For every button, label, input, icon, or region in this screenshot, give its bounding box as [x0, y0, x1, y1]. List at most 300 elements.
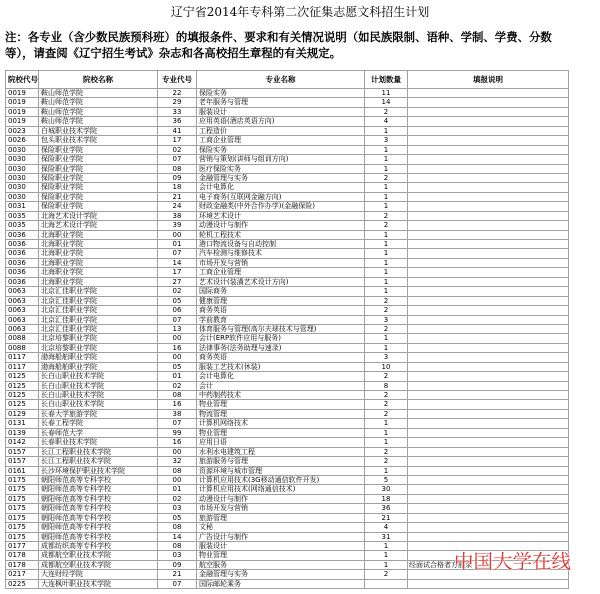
- major-name-cell: 老年服务与管理: [196, 98, 364, 106]
- school-code-cell: 0019: [5, 108, 38, 116]
- plan-count-cell: 1: [364, 542, 407, 550]
- school-name-cell: 长江工程职业技术学院: [38, 448, 157, 456]
- header-remarks: 填报说明: [407, 71, 569, 88]
- plan-count-cell: 21: [364, 514, 407, 522]
- table-row: [5, 136, 569, 145]
- remarks-cell: [407, 108, 569, 116]
- remarks-cell: [407, 485, 569, 493]
- table-row: [5, 353, 569, 362]
- major-code-cell: 21: [157, 570, 196, 578]
- major-code-cell: 14: [157, 533, 196, 541]
- remarks-cell: [407, 268, 569, 276]
- school-code-cell: 0178: [5, 551, 38, 559]
- table-row: [5, 249, 569, 258]
- remarks-cell: [407, 278, 569, 286]
- school-name-cell: 大连财经学院: [38, 570, 157, 578]
- major-code-cell: 01: [157, 485, 196, 493]
- school-name-cell: 朝阳师范高等专科学校: [38, 476, 157, 484]
- school-name-cell: 长春师范大学: [38, 429, 157, 437]
- plan-count-cell: 2: [364, 448, 407, 456]
- major-code-cell: 00: [157, 353, 196, 361]
- page-note: 注：各专业（含少数民族预科班）的填报条件、要求和有关情况说明（如民族限制、语种、学制、学费、分数等），请查阅《辽宁招生考试》杂志和各高校招生章程的有关规定。: [5, 30, 552, 60]
- school-code-cell: 0129: [5, 410, 38, 418]
- plan-count-cell: 2: [364, 410, 407, 418]
- school-name-cell: 北海职业学院: [38, 259, 157, 267]
- remarks-cell: [407, 136, 569, 144]
- major-name-cell: 计算机网络技术: [196, 419, 364, 427]
- remarks-cell: [407, 259, 569, 267]
- plan-count-cell: 30: [364, 485, 407, 493]
- table-row: [5, 580, 569, 589]
- school-name-cell: 保险职业学院: [38, 146, 157, 154]
- remarks-cell: [407, 353, 569, 361]
- remarks-cell: [407, 467, 569, 475]
- plan-count-cell: 1: [364, 165, 407, 173]
- plan-count-cell: 1: [364, 259, 407, 267]
- school-name-cell: 成都航空职业技术学院: [38, 551, 157, 559]
- table-row: [5, 476, 569, 485]
- school-name-cell: 保险职业学院: [38, 155, 157, 163]
- table-row: [5, 165, 569, 174]
- table-row: [5, 127, 569, 136]
- school-name-cell: 保险职业学院: [38, 183, 157, 191]
- table-row: [5, 278, 569, 287]
- major-code-cell: 29: [157, 98, 196, 106]
- plan-count-cell: 1: [364, 268, 407, 276]
- major-code-cell: 00: [157, 334, 196, 342]
- major-name-cell: 旅游管理: [196, 514, 364, 522]
- plan-count-cell: 36: [364, 504, 407, 512]
- school-code-cell: 0019: [5, 98, 38, 106]
- table-row: [5, 504, 569, 513]
- watermark-logo: 中国大学在线: [454, 550, 572, 573]
- table-row: [5, 193, 569, 202]
- major-name-cell: 旅游服务与管理: [196, 457, 364, 465]
- major-name-cell: 文秘: [196, 523, 364, 531]
- major-name-cell: 环境艺术设计: [196, 212, 364, 220]
- table-row: [5, 523, 569, 532]
- school-name-cell: 朝阳师范高等专科学校: [38, 533, 157, 541]
- remarks-cell: [407, 504, 569, 512]
- table-row: [5, 344, 569, 353]
- plan-count-cell: 1: [364, 278, 407, 286]
- header-school-code: 院校代号: [5, 71, 38, 88]
- remarks-cell: [407, 514, 569, 522]
- major-name-cell: 金融管理与实务: [196, 570, 364, 578]
- school-code-cell: 0030: [5, 146, 38, 154]
- major-name-cell: 保险实务: [196, 89, 364, 97]
- plan-count-cell: 2: [364, 297, 407, 305]
- table-row: [5, 457, 569, 466]
- header-major-name: 专业名称: [196, 71, 364, 88]
- school-code-cell: 0030: [5, 183, 38, 191]
- plan-count-cell: 2: [364, 325, 407, 333]
- remarks-cell: [407, 391, 569, 399]
- school-code-cell: 0063: [5, 287, 38, 295]
- school-code-cell: 0063: [5, 325, 38, 333]
- major-name-cell: 资源环境与城市管理: [196, 467, 364, 475]
- major-code-cell: 02: [157, 287, 196, 295]
- plan-count-cell: 1: [364, 249, 407, 257]
- plan-count-cell: 3: [364, 316, 407, 324]
- school-name-cell: 长江工程职业技术学院: [38, 457, 157, 465]
- school-name-cell: 鞍山师范学院: [38, 89, 157, 97]
- remarks-cell: [407, 174, 569, 182]
- plan-count-cell: 8: [364, 382, 407, 390]
- plan-count-cell: 1: [364, 183, 407, 191]
- major-name-cell: 动漫设计与制作: [196, 495, 364, 503]
- school-name-cell: 北海职业学院: [38, 278, 157, 286]
- major-code-cell: 36: [157, 117, 196, 125]
- plan-count-cell: 1: [364, 231, 407, 239]
- major-name-cell: 工商企业管理: [196, 268, 364, 276]
- school-code-cell: 0088: [5, 344, 38, 352]
- table-row: [5, 287, 569, 296]
- school-name-cell: 渤海船舶职业学院: [38, 363, 157, 371]
- major-code-cell: 08: [157, 523, 196, 531]
- school-code-cell: 0019: [5, 117, 38, 125]
- major-name-cell: 会计: [196, 382, 364, 390]
- major-name-cell: 医疗保险实务: [196, 165, 364, 173]
- remarks-cell: [407, 363, 569, 371]
- school-code-cell: 0036: [5, 231, 38, 239]
- school-code-cell: 0177: [5, 542, 38, 550]
- school-name-cell: 长春大学旅游学院: [38, 410, 157, 418]
- header-plan-count: 计划数量: [364, 71, 407, 88]
- school-name-cell: 渤海船舶职业学院: [38, 353, 157, 361]
- major-name-cell: 服装设计: [196, 108, 364, 116]
- school-name-cell: 长白山职业技术学院: [38, 391, 157, 399]
- table-row: [5, 268, 569, 277]
- major-code-cell: 27: [157, 278, 196, 286]
- plan-count-cell: 10: [364, 363, 407, 371]
- major-name-cell: 体育服务与管理(高尔夫球技术与管理): [196, 325, 364, 333]
- school-name-cell: 长春职业技术学院: [38, 438, 157, 446]
- school-name-cell: 北京汇佳职业学院: [38, 306, 157, 314]
- major-name-cell: 会计电算化: [196, 372, 364, 380]
- major-code-cell: 16: [157, 400, 196, 408]
- remarks-cell: [407, 249, 569, 257]
- school-code-cell: 0178: [5, 561, 38, 569]
- remarks-cell: [407, 183, 569, 191]
- major-name-cell: 汽车检测与维修技术: [196, 249, 364, 257]
- remarks-cell: [407, 98, 569, 106]
- major-code-cell: 16: [157, 438, 196, 446]
- plan-count-cell: 1: [364, 334, 407, 342]
- plan-count-cell: 18: [364, 495, 407, 503]
- plan-count-cell: 1: [364, 146, 407, 154]
- major-name-cell: 国际邮轮乘务: [196, 580, 364, 588]
- plan-count-cell: 1: [364, 202, 407, 210]
- remarks-cell: [407, 231, 569, 239]
- plan-count-cell: 2: [364, 212, 407, 220]
- major-name-cell: 营销与策划(讲师与组训方向): [196, 155, 364, 163]
- school-name-cell: 白城职业技术学院: [38, 127, 157, 135]
- school-name-cell: 朝阳师范高等专科学校: [38, 485, 157, 493]
- major-code-cell: 05: [157, 363, 196, 371]
- remarks-cell: [407, 240, 569, 248]
- plan-count-cell: 1: [364, 551, 407, 559]
- plan-count-cell: 4: [364, 117, 407, 125]
- school-code-cell: 0035: [5, 221, 38, 229]
- plan-count-cell: 14: [364, 98, 407, 106]
- major-name-cell: 电子商务(互联网金融方向): [196, 193, 364, 201]
- school-code-cell: 0225: [5, 580, 38, 588]
- table-row: [5, 438, 569, 447]
- remarks-cell: [407, 372, 569, 380]
- school-name-cell: 朝阳师范高等专科学校: [38, 523, 157, 531]
- plan-count-cell: 3: [364, 136, 407, 144]
- major-name-cell: 会计电算化: [196, 183, 364, 191]
- major-code-cell: 07: [157, 419, 196, 427]
- school-code-cell: 0217: [5, 570, 38, 578]
- major-code-cell: 09: [157, 561, 196, 569]
- remarks-cell: [407, 117, 569, 125]
- plan-count-cell: 2: [364, 570, 407, 578]
- school-code-cell: 0175: [5, 514, 38, 522]
- school-code-cell: 0175: [5, 495, 38, 503]
- table-row: [5, 240, 569, 249]
- school-name-cell: 鞍山师范学院: [38, 98, 157, 106]
- major-name-cell: 国际商务: [196, 287, 364, 295]
- school-name-cell: 北海职业学院: [38, 249, 157, 257]
- plan-count-cell: 3: [364, 353, 407, 361]
- remarks-cell: [407, 287, 569, 295]
- major-code-cell: 13: [157, 325, 196, 333]
- major-code-cell: 16: [157, 344, 196, 352]
- school-code-cell: 0036: [5, 249, 38, 257]
- school-name-cell: 北京培黎职业学院: [38, 344, 157, 352]
- major-code-cell: 07: [157, 249, 196, 257]
- school-code-cell: 0161: [5, 467, 38, 475]
- plan-count-cell: 2: [364, 108, 407, 116]
- remarks-cell: [407, 165, 569, 173]
- page-title: 辽宁省2014年专科第二次征集志愿文科招生计划: [170, 5, 430, 19]
- table-row: [5, 98, 569, 107]
- school-name-cell: 北京汇佳职业学院: [38, 287, 157, 295]
- major-name-cell: 水利水电建筑工程: [196, 448, 364, 456]
- major-name-cell: 中药制药技术: [196, 391, 364, 399]
- plan-count-cell: 2: [364, 457, 407, 465]
- major-code-cell: 06: [157, 306, 196, 314]
- school-name-cell: 北京汇佳职业学院: [38, 297, 157, 305]
- school-code-cell: 0175: [5, 485, 38, 493]
- table-row: [5, 155, 569, 164]
- school-code-cell: 0125: [5, 382, 38, 390]
- remarks-cell: [407, 533, 569, 541]
- school-code-cell: 0030: [5, 174, 38, 182]
- remarks-cell: [407, 457, 569, 465]
- major-code-cell: 03: [157, 551, 196, 559]
- remarks-cell: [407, 221, 569, 229]
- remarks-cell: [407, 419, 569, 427]
- major-name-cell: 工商企业管理: [196, 136, 364, 144]
- remarks-cell: [407, 382, 569, 390]
- remarks-cell: [407, 202, 569, 210]
- major-name-cell: 广告设计与制作: [196, 533, 364, 541]
- major-code-cell: 08: [157, 467, 196, 475]
- school-name-cell: 北京汇佳职业学院: [38, 316, 157, 324]
- plan-count-cell: 1: [364, 193, 407, 201]
- table-row: [5, 419, 569, 428]
- plan-count-cell: 2: [364, 174, 407, 182]
- major-code-cell: 33: [157, 108, 196, 116]
- school-name-cell: 成都航空职业技术学院: [38, 561, 157, 569]
- major-code-cell: 41: [157, 127, 196, 135]
- plan-count-cell: 2: [364, 400, 407, 408]
- school-code-cell: 0063: [5, 306, 38, 314]
- school-name-cell: 北海职业学院: [38, 240, 157, 248]
- major-code-cell: 38: [157, 410, 196, 418]
- school-code-cell: 0030: [5, 155, 38, 163]
- major-name-cell: 会计(ERP软件应用与服务): [196, 334, 364, 342]
- school-name-cell: 朝阳师范高等专科学校: [38, 504, 157, 512]
- major-code-cell: 39: [157, 221, 196, 229]
- remarks-cell: [407, 476, 569, 484]
- school-code-cell: 0036: [5, 278, 38, 286]
- major-name-cell: 计算机应用技术(网络通信技术): [196, 485, 364, 493]
- major-name-cell: 商务英语: [196, 306, 364, 314]
- remarks-cell: [407, 155, 569, 163]
- remarks-cell: [407, 316, 569, 324]
- major-name-cell: 服装设计: [196, 542, 364, 550]
- major-code-cell: 08: [157, 391, 196, 399]
- major-code-cell: 14: [157, 259, 196, 267]
- table-row: [5, 363, 569, 372]
- major-code-cell: 05: [157, 514, 196, 522]
- major-name-cell: 物业管理: [196, 400, 364, 408]
- school-code-cell: 0026: [5, 136, 38, 144]
- school-name-cell: 长白山职业技术学院: [38, 382, 157, 390]
- school-code-cell: 0131: [5, 419, 38, 427]
- school-code-cell: 0036: [5, 259, 38, 267]
- table-row: [5, 108, 569, 117]
- remarks-cell: [407, 89, 569, 97]
- plan-count-cell: 1: [364, 467, 407, 475]
- school-name-cell: 保险职业学院: [38, 174, 157, 182]
- school-code-cell: 0036: [5, 268, 38, 276]
- school-name-cell: 保险职业学院: [38, 202, 157, 210]
- school-name-cell: 包头职业技术学院: [38, 136, 157, 144]
- table-row: [5, 306, 569, 315]
- school-code-cell: 0175: [5, 504, 38, 512]
- school-code-cell: 0175: [5, 533, 38, 541]
- header-major-code: 专业代号: [157, 71, 196, 88]
- table-row: [5, 372, 569, 381]
- school-code-cell: 0175: [5, 523, 38, 531]
- school-code-cell: 0023: [5, 127, 38, 135]
- major-name-cell: 应用日语: [196, 438, 364, 446]
- table-row: [5, 495, 569, 504]
- major-name-cell: 航空服务: [196, 561, 364, 569]
- school-name-cell: 北海艺术设计学院: [38, 221, 157, 229]
- table-row: [5, 259, 569, 268]
- school-code-cell: 0063: [5, 316, 38, 324]
- remarks-cell: [407, 146, 569, 154]
- school-name-cell: 北京培黎职业学院: [38, 334, 157, 342]
- table-header-row: [5, 70, 569, 89]
- school-name-cell: 长白山职业技术学院: [38, 400, 157, 408]
- plan-count-cell: 1: [364, 127, 407, 135]
- major-code-cell: 02: [157, 495, 196, 503]
- table-row: [5, 174, 569, 183]
- school-name-cell: 北海艺术设计学院: [38, 212, 157, 220]
- remarks-cell: [407, 193, 569, 201]
- remarks-cell: [407, 306, 569, 314]
- remarks-cell: [407, 448, 569, 456]
- table-row: [5, 334, 569, 343]
- major-name-cell: 市场开发与营销: [196, 504, 364, 512]
- school-name-cell: 长沙环境保护职业技术学院: [38, 467, 157, 475]
- table-row: [5, 212, 569, 221]
- major-code-cell: 21: [157, 193, 196, 201]
- plan-count-cell: 1: [364, 438, 407, 446]
- school-name-cell: 保险职业学院: [38, 193, 157, 201]
- major-code-cell: 32: [157, 457, 196, 465]
- major-code-cell: 03: [157, 504, 196, 512]
- school-name-cell: 鞍山师范学院: [38, 108, 157, 116]
- table-row: [5, 533, 569, 542]
- plan-count-cell: 2: [364, 391, 407, 399]
- school-name-cell: 北海职业学院: [38, 231, 157, 239]
- major-code-cell: 17: [157, 136, 196, 144]
- school-code-cell: 0030: [5, 165, 38, 173]
- table-row: [5, 221, 569, 230]
- table-row: [5, 117, 569, 126]
- school-name-cell: 保险职业学院: [38, 165, 157, 173]
- school-name-cell: 长春工程学院: [38, 419, 157, 427]
- remarks-cell: 经面试合格者方能录: [407, 561, 569, 569]
- major-code-cell: 00: [157, 476, 196, 484]
- plan-count-cell: 5: [364, 476, 407, 484]
- remarks-cell: [407, 580, 569, 588]
- major-name-cell: 物流管理: [196, 410, 364, 418]
- school-code-cell: 0157: [5, 448, 38, 456]
- major-code-cell: 07: [157, 580, 196, 588]
- school-code-cell: 0030: [5, 193, 38, 201]
- plan-count-cell: 31: [364, 533, 407, 541]
- major-name-cell: 学前教育: [196, 316, 364, 324]
- major-name-cell: 轮机工程技术: [196, 231, 364, 239]
- major-code-cell: 02: [157, 382, 196, 390]
- school-code-cell: 0139: [5, 429, 38, 437]
- school-name-cell: 朝阳师范高等专科学校: [38, 514, 157, 522]
- major-code-cell: 24: [157, 202, 196, 210]
- major-code-cell: 00: [157, 231, 196, 239]
- plan-count-cell: 2: [364, 306, 407, 314]
- major-name-cell: 物业管理: [196, 429, 364, 437]
- major-code-cell: 22: [157, 89, 196, 97]
- table-row: [5, 146, 569, 155]
- major-code-cell: 07: [157, 155, 196, 163]
- table-row: [5, 514, 569, 523]
- major-code-cell: 05: [157, 297, 196, 305]
- major-code-cell: 18: [157, 183, 196, 191]
- major-code-cell: 07: [157, 316, 196, 324]
- major-name-cell: 市场开发与营销: [196, 259, 364, 267]
- table-row: [5, 382, 569, 391]
- major-code-cell: 01: [157, 372, 196, 380]
- major-code-cell: 09: [157, 174, 196, 182]
- remarks-cell: [407, 438, 569, 446]
- school-code-cell: 0036: [5, 240, 38, 248]
- plan-count-cell: 2: [364, 221, 407, 229]
- table-row: [5, 297, 569, 306]
- school-code-cell: 0117: [5, 363, 38, 371]
- table-row: [5, 316, 569, 325]
- major-name-cell: 艺术设计(装潢艺术设计方向): [196, 278, 364, 286]
- remarks-cell: [407, 127, 569, 135]
